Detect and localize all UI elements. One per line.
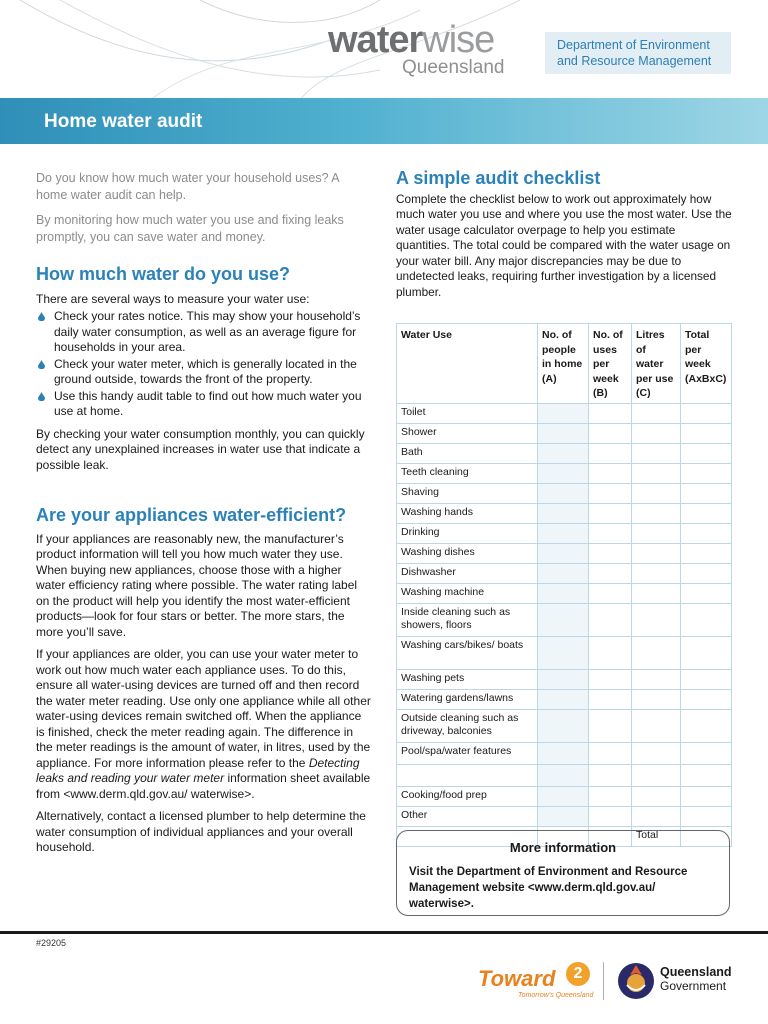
water-use-label: Watering gardens/lawns xyxy=(397,689,538,709)
entry-cell[interactable] xyxy=(538,742,589,764)
entry-cell[interactable] xyxy=(589,689,632,709)
entry-cell[interactable] xyxy=(632,764,681,786)
entry-cell[interactable] xyxy=(538,603,589,636)
more-info-text: Visit the Department of Environment and Resource Management website <www.derm.qld.gov.au/ waterwise>. xyxy=(409,866,688,910)
entry-cell[interactable] xyxy=(589,583,632,603)
entry-cell[interactable] xyxy=(538,503,589,523)
entry-cell[interactable] xyxy=(681,709,732,742)
bullet-text: Check your rates notice. This may show your household’s daily water consumption, as well as an average figure for households in your area. xyxy=(54,309,361,354)
table-row xyxy=(397,423,732,443)
entry-cell[interactable] xyxy=(589,523,632,543)
entry-cell[interactable] xyxy=(538,463,589,483)
entry-cell[interactable] xyxy=(681,483,732,503)
brand-word-water: water xyxy=(328,19,423,61)
entry-cell[interactable] xyxy=(538,669,589,689)
entry-cell[interactable] xyxy=(589,636,632,669)
entry-cell[interactable] xyxy=(681,806,732,826)
entry-cell[interactable] xyxy=(538,483,589,503)
entry-cell[interactable] xyxy=(632,543,681,563)
entry-cell[interactable] xyxy=(681,403,732,423)
dept-line-2: and Resource Management xyxy=(557,54,712,68)
list-item xyxy=(36,309,372,356)
entry-cell[interactable] xyxy=(589,443,632,463)
brand-word-wise: wise xyxy=(422,19,495,61)
entry-cell[interactable] xyxy=(632,806,681,826)
water-use-section xyxy=(36,264,372,480)
list-item xyxy=(36,357,372,388)
entry-cell[interactable] xyxy=(632,689,681,709)
table-row xyxy=(397,603,732,636)
water-use-label: Shower xyxy=(397,423,538,443)
water-drop-icon xyxy=(38,392,45,401)
table-row xyxy=(397,523,732,543)
table-row xyxy=(397,689,732,709)
water-use-label: Cooking/food prep xyxy=(397,786,538,806)
audit-table-body xyxy=(397,403,732,846)
table-row xyxy=(397,503,732,523)
entry-cell[interactable] xyxy=(589,423,632,443)
waterwise-logo xyxy=(328,20,494,60)
table-row xyxy=(397,483,732,503)
entry-cell[interactable] xyxy=(632,483,681,503)
intro-paragraph-2: By monitoring how much water you use and fixing leaks promptly, you can save water and money. xyxy=(36,213,344,244)
entry-cell[interactable] xyxy=(681,636,732,669)
water-use-label: Washing dishes xyxy=(397,543,538,563)
ways-list xyxy=(36,309,372,420)
water-drop-icon xyxy=(38,360,45,369)
new-appliances-paragraph: If your appliances are reasonably new, the manufacturer’s product information will tell you how much water they use. When buying new appliances, choose those with a higher water efficiency rating where possible. The water rating label on the product will help you identify the most water-efficient products—look for four stars or better. The more stars, the more you’ll save. xyxy=(36,531,358,639)
entry-cell[interactable] xyxy=(538,423,589,443)
entry-cell[interactable] xyxy=(632,669,681,689)
entry-cell[interactable] xyxy=(681,543,732,563)
entry-cell[interactable] xyxy=(538,764,589,786)
entry-cell[interactable] xyxy=(538,583,589,603)
bullet-text: Use this handy audit table to find out how much water you use at home. xyxy=(54,388,362,418)
entry-cell[interactable] xyxy=(538,443,589,463)
footer-divider xyxy=(0,931,768,934)
entry-cell[interactable] xyxy=(681,563,732,583)
entry-cell[interactable] xyxy=(589,483,632,503)
table-row xyxy=(397,403,732,423)
entry-cell[interactable] xyxy=(589,543,632,563)
entry-cell[interactable] xyxy=(632,709,681,742)
table-row xyxy=(397,709,732,742)
ways-paragraph: There are several ways to measure your water use: xyxy=(36,291,310,306)
table-row xyxy=(397,563,732,583)
entry-cell[interactable] xyxy=(538,543,589,563)
table-row xyxy=(397,636,732,669)
qld-gov-line-2: Government xyxy=(660,979,727,993)
entry-cell[interactable] xyxy=(538,786,589,806)
entry-cell[interactable] xyxy=(681,523,732,543)
entry-cell[interactable] xyxy=(681,742,732,764)
more-information-box xyxy=(396,830,730,916)
entry-cell[interactable] xyxy=(589,403,632,423)
entry-cell[interactable] xyxy=(632,503,681,523)
entry-cell[interactable] xyxy=(632,636,681,669)
water-use-label: Bath xyxy=(397,443,538,463)
entry-cell[interactable] xyxy=(589,786,632,806)
header-total: Total per week (AxBxC) xyxy=(681,324,732,404)
entry-cell[interactable] xyxy=(589,563,632,583)
entry-cell[interactable] xyxy=(538,563,589,583)
entry-cell[interactable] xyxy=(632,742,681,764)
queensland-government-logo xyxy=(660,965,732,993)
heading-how-much-water: How much water do you use? xyxy=(36,264,291,284)
checklist-paragraph: Complete the checklist below to work out approximately how much water you use and where you use the most water. Use the water usage calculator overpage to help you estimate quantities. The total could be compared with the water usage on your water bill. Any major discrepancies may be due to undetected leaks, requiring further investigation by a licensed plumber. xyxy=(396,191,732,299)
water-use-label xyxy=(397,764,538,786)
toward-q2-logo-word: Toward xyxy=(478,966,556,991)
checklist-section xyxy=(396,168,732,307)
table-header-row xyxy=(397,324,732,404)
entry-cell[interactable] xyxy=(632,563,681,583)
list-item xyxy=(36,389,372,420)
bullet-text: Check your water meter, which is generally located in the ground outside, towards the front of the property. xyxy=(54,356,357,386)
monthly-paragraph: By checking your water consumption monthly, you can quickly detect any unexplained increases in water use that indicate a possible leak. xyxy=(36,426,365,472)
brand-queensland: Queensland xyxy=(402,57,505,78)
table-row xyxy=(397,742,732,764)
intro-paragraph-1: Do you know how much water your household uses? A home water audit can help. xyxy=(36,171,339,202)
dept-line-1: Department of Environment xyxy=(557,38,710,52)
water-use-label: Washing machine xyxy=(397,583,538,603)
department-label xyxy=(545,32,731,74)
water-use-label: Pool/spa/water features xyxy=(397,742,538,764)
entry-cell[interactable] xyxy=(681,669,732,689)
entry-cell[interactable] xyxy=(681,689,732,709)
more-info-title: More information xyxy=(509,840,617,855)
entry-cell[interactable] xyxy=(538,689,589,709)
entry-cell[interactable] xyxy=(538,403,589,423)
entry-cell[interactable] xyxy=(589,669,632,689)
total-label: Total xyxy=(632,826,681,846)
water-use-label: Washing hands xyxy=(397,503,538,523)
entry-cell[interactable] xyxy=(538,636,589,669)
entry-cell[interactable] xyxy=(538,709,589,742)
entry-cell[interactable] xyxy=(632,463,681,483)
table-row xyxy=(397,764,732,786)
page-title: Home water audit xyxy=(44,111,203,132)
toward-q2-tagline: Tomorrow's Queensland xyxy=(518,992,594,999)
water-use-label: Teeth cleaning xyxy=(397,463,538,483)
toward-q2-badge-icon: 2 xyxy=(566,962,590,986)
heading-appliances: Are your appliances water-efficient? xyxy=(36,505,347,525)
entry-cell[interactable] xyxy=(681,443,732,463)
entry-cell[interactable] xyxy=(632,786,681,806)
water-use-label: Washing pets xyxy=(397,669,538,689)
qld-gov-line-1: Queensland xyxy=(660,965,732,979)
entry-cell[interactable] xyxy=(681,764,732,786)
water-drop-icon xyxy=(38,312,45,321)
entry-cell[interactable] xyxy=(632,523,681,543)
water-use-label: Inside cleaning such as showers, floors xyxy=(397,603,538,636)
entry-cell[interactable] xyxy=(681,423,732,443)
water-use-label: Drinking xyxy=(397,523,538,543)
water-use-label: Outside cleaning such as driveway, balconies xyxy=(397,709,538,742)
water-use-label: Dishwasher xyxy=(397,563,538,583)
entry-cell[interactable] xyxy=(589,463,632,483)
entry-cell[interactable] xyxy=(589,603,632,636)
footer-logo-separator xyxy=(603,962,604,1000)
table-row xyxy=(397,443,732,463)
old-appliances-text-end: information sheet available from <www.derm.qld.gov.au/ waterwise>. xyxy=(36,771,371,801)
appliances-section xyxy=(36,505,372,863)
old-appliances-paragraph xyxy=(36,647,372,802)
table-row xyxy=(397,669,732,689)
entry-cell[interactable] xyxy=(589,764,632,786)
header-people: No. of people in home (A) xyxy=(538,324,589,404)
entry-cell[interactable] xyxy=(681,503,732,523)
water-use-label: Other xyxy=(397,806,538,826)
entry-cell[interactable] xyxy=(681,786,732,806)
entry-cell[interactable] xyxy=(632,403,681,423)
water-use-label: Shaving xyxy=(397,483,538,503)
entry-cell[interactable] xyxy=(589,806,632,826)
entry-cell[interactable] xyxy=(681,463,732,483)
table-row xyxy=(397,583,732,603)
header-litres: Litres of water per use (C) xyxy=(632,324,681,404)
entry-cell[interactable] xyxy=(538,806,589,826)
old-appliances-text: If your appliances are older, you can use your water meter to work out how much water each appliance uses. To do this, ensure all water-using devices are turned off and then record the water meter reading. Use only one appliance while all other water-using devices remain switched off. When the appliance is finished, check the meter reading again. The difference in the meter readings is the amount of water, in litres, used by the appliance. For more information please refer to the xyxy=(36,647,371,770)
water-use-label: Toilet xyxy=(397,403,538,423)
entry-cell[interactable] xyxy=(589,709,632,742)
intro-block xyxy=(36,170,366,254)
table-row xyxy=(397,806,732,826)
plumber-paragraph: Alternatively, contact a licensed plumber to help determine the water consumption of individual appliances and your overall household. xyxy=(36,809,366,854)
entry-cell[interactable] xyxy=(632,423,681,443)
table-row xyxy=(397,786,732,806)
document-number: #29205 xyxy=(36,938,67,948)
entry-cell[interactable] xyxy=(632,443,681,463)
entry-cell[interactable] xyxy=(632,583,681,603)
entry-cell[interactable] xyxy=(538,523,589,543)
entry-cell[interactable] xyxy=(681,583,732,603)
header-uses: No. of uses per week (B) xyxy=(589,324,632,404)
entry-cell[interactable] xyxy=(632,603,681,636)
entry-cell[interactable] xyxy=(589,742,632,764)
heading-audit-checklist: A simple audit checklist xyxy=(396,168,601,188)
header-water-use: Water Use xyxy=(397,324,538,404)
table-row xyxy=(397,463,732,483)
queensland-crest-icon xyxy=(616,961,656,1001)
table-row xyxy=(397,543,732,563)
entry-cell[interactable] xyxy=(589,503,632,523)
water-use-label: Washing cars/bikes/ boats xyxy=(397,636,538,669)
leaks-sheet-title: Detecting leaks and reading your water meter xyxy=(36,755,360,785)
entry-cell[interactable] xyxy=(681,603,732,636)
audit-table xyxy=(396,323,732,847)
